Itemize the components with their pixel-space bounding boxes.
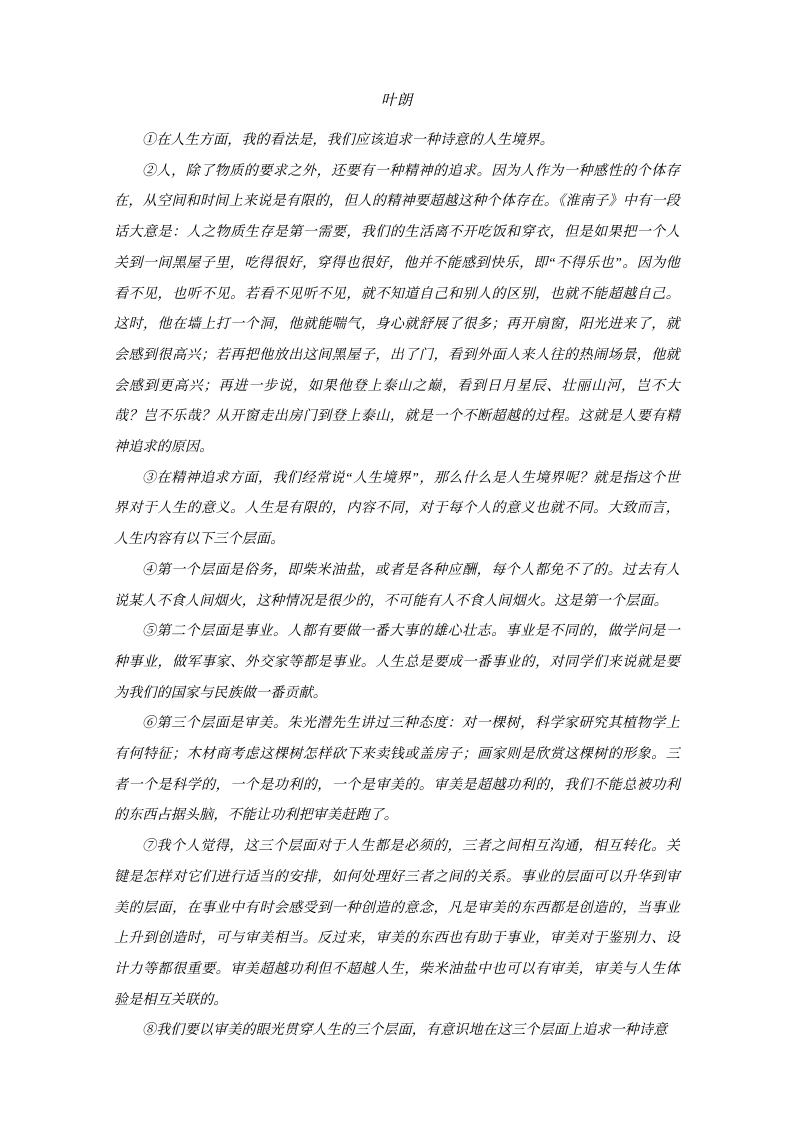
paragraph-4: ④第一个层面是俗务，即柴米油盐，或者是各种应酬，每个人都免不了的。过去有人说某人不食人间烟火，这种情况是很少的，不可能有人不食人间烟火。这是第一个层面。 bbox=[114, 562, 680, 609]
paragraph-2: ②人，除了物质的要求之外，还要有一种精神的追求。因为人作为一种感性的个体存在，从空间和时间上来说是有限的，但人的精神要超越这种个体存在。《淮南子》中有一段话大意是：人之物质生存是第一需要，我们的生活离不开吃饭和穿衣，但是如果把一个人关到一间黑屋子里，吃得很好，穿得也很好，他并不能感到快乐，即“不得乐也”。因为他看不见，也听不见。若看不见听不见，就不知道自己和别人的区别，也就不能超越自己。这时，他在墙上打一个洞，他就能喘气，身心就舒展了很多；再开扇窗，阳光进来了，就会感到很高兴；若再把他放出这间黑屋子，出了门，看到外面人来人往的热闹场景，他就会感到更高兴；再进一步说，如果他登上泰山之巅，看到日月星辰、壮丽山河，岂不大哉？岂不乐哉？从开窗走出房门到登上泰山，就是一个不断超越的过程。这就是人要有精神追求的原因。 bbox=[114, 163, 680, 456]
paragraph-5: ⑤第二个层面是事业。人都有要做一番大事的雄心壮志。事业是不同的，做学问是一种事业，做军事家、外交家等都是事业。人生总是要成一番事业的，对同学们来说就是要为我们的国家与民族做一番贡献。 bbox=[114, 624, 680, 701]
paragraph-1: ①在人生方面，我的看法是，我们应该追求一种诗意的人生境界。 bbox=[142, 133, 554, 148]
paragraph-7: ⑦我个人觉得，这三个层面对于人生都是必须的，三者之间相互沟通，相互转化。关键是怎样对它们进行适当的安排，如何处理好三者之间的关系。事业的层面可以升华到审美的层面，在事业中有时会感受到一种创造的意念，凡是审美的东西都是创造的，当事业上升到创造时，可与审美相当。反过来，审美的东西也有助于事业，审美对于鉴别力、设计力等都很重要。审美超越功利但不超越人生，柴米油盐中也可以有审美，审美与人生体验是相互关联的。 bbox=[114, 839, 680, 1008]
paragraph-3: ③在精神追求方面，我们经常说“人生境界”，那么什么是人生境界呢？就是指这个世界对于人生的意义。人生是有限的，内容不同，对于每个人的意义也就不同。大致而言，人生内容有以下三个层面。 bbox=[114, 470, 680, 548]
paragraph-6: ⑥第三个层面是审美。朱光潜先生讲过三种态度：对一棵树，科学家研究其植物学上有何特征；木材商考虑这棵树怎样砍下来卖钱或盖房子；画家则是欣赏这棵树的形象。三者一个是科学的，一个是功利的，一个是审美的。审美是超越功利的，我们不能总被功利的东西占据头脑，不能让功利把审美赶跑了。 bbox=[114, 716, 680, 824]
author-title: 叶朗 bbox=[380, 93, 413, 109]
paragraph-8: ⑧我们要以审美的眼光贯穿人生的三个层面，有意识地在这三个层面上追求一种诗意 bbox=[142, 1023, 668, 1039]
